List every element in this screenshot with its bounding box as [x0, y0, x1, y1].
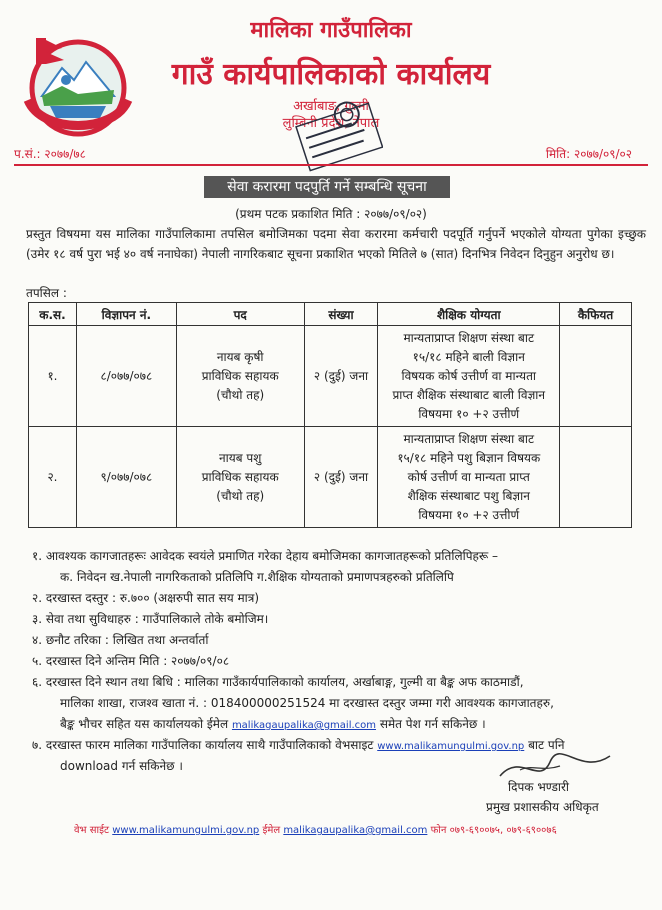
cell-remarks [560, 326, 632, 427]
col-header-post: पद [176, 303, 304, 326]
qual-line: मान्यताप्राप्त शिक्षण संस्था बाट [403, 330, 535, 345]
table-row [29, 326, 632, 427]
signatory-name: दिपक भण्डारी [508, 780, 570, 794]
qual-line: शैक्षिक संस्थाबाट पशु बिज्ञान [407, 488, 530, 503]
letter-date: मिति: २०७७/०९/०२ [545, 147, 632, 161]
col-header-adv: विज्ञापन नं. [76, 303, 176, 326]
post-line: (चौथो तह) [216, 488, 265, 503]
post-line: नायब पशु [219, 450, 262, 465]
cell-adv: ९/०७७/०७८ [76, 427, 176, 528]
footer-email-link[interactable]: malikagaupalika@gmail.com [283, 825, 428, 836]
cell-count: २ (दुई) जना [304, 427, 378, 528]
email-link[interactable]: malikagaupalika@gmail.com [231, 720, 377, 731]
signatory-title: प्रमुख प्रशासकीय अधिकृत [486, 800, 599, 814]
post-line: (चौथो तह) [216, 387, 265, 402]
cell-adv: ८/०७७/०७८ [76, 326, 176, 427]
note-continuation: download गर्न सकिनेछ । [60, 759, 183, 773]
notice-title: सेवा करारमा पदपुर्ति गर्ने सम्बन्धि सूचना [204, 176, 450, 198]
cell-post [176, 326, 304, 427]
col-header-sn: क.स. [29, 303, 77, 326]
reference-number: प.सं.: २०७७/७८ [14, 147, 86, 161]
cell-remarks [560, 427, 632, 528]
header-divider [14, 164, 648, 166]
note-item: १. आवश्यक कागजातहरूः आवेदक स्वयंले प्रमाणित गरेका देहाय बमोजिमका कागजातहरूको प्रतिलिपिहरू – [32, 549, 499, 563]
note-item: २. दरखास्त दस्तुर : रु.७०० (अक्षरुपी सात सय मात्र) [32, 591, 260, 605]
footer-phone: फोन ०७९-६९००७५, ०७९-६९००७६ [427, 825, 557, 836]
qual-line: मान्यताप्राप्त शिक्षण संस्था बाट [403, 431, 535, 446]
cell-sn: २. [29, 427, 77, 528]
note-text: बैङ्क भौचर सहित यस कार्यालयको ईमेल [60, 717, 232, 731]
qual-line: विषयमा १० +२ उत्तीर्ण [418, 507, 520, 522]
footer-web-label: वेभ साईट [74, 825, 113, 836]
qual-line: विषयक कोर्ष उत्तीर्ण वा मान्यता [401, 368, 537, 383]
address-line: अर्खाबाङ, गुल्मी [293, 99, 369, 114]
municipality-name: मालिका गाउँपालिका [250, 18, 412, 43]
note-continuation [32, 714, 652, 735]
note-subitem: क. निवेदन ख.नेपाली नागरिकताको प्रतिलिपि ग.शैक्षिक योग्यताको प्रमाणपत्रहरुको प्रतिलिपि [60, 570, 454, 584]
qual-line: कोर्ष उत्तीर्ण वा मान्यता प्राप्त [407, 469, 530, 484]
cell-qualification [378, 326, 560, 427]
table-row [29, 427, 632, 528]
qual-line: १५/१८ महिने बाली विज्ञान [412, 349, 525, 364]
col-header-count: संख्या [304, 303, 378, 326]
note-item: ६. दरखास्त दिने स्थान तथा बिधि : मालिका गाउँकार्यपालिकाको कार्यालय, अर्खाबाङ्ग, गुल्मी वा बैङ्क अफ काठमाडौं, [32, 675, 524, 689]
cell-sn: १. [29, 326, 77, 427]
col-header-qualification: शैक्षिक योग्यता [378, 303, 560, 326]
vacancy-table [28, 302, 632, 528]
cell-qualification [378, 427, 560, 528]
notes-list [32, 546, 652, 777]
note-continuation: मालिका शाखा, राजश्व खाता नं. : 018400000251524 मा दरखास्त दस्तुर जम्मा गरी आवश्यक कागजातहरु, [60, 696, 554, 710]
col-header-remarks: कैफियत [560, 303, 632, 326]
cell-count: २ (दुई) जना [304, 326, 378, 427]
post-line: प्राविधिक सहायक [201, 469, 279, 484]
website-link[interactable]: www.malikamungulmi.gov.np [377, 741, 525, 752]
footer-contact [74, 822, 557, 836]
footer-website-link[interactable]: www.malikamungulmi.gov.np [112, 825, 260, 836]
note-text: ७. दरखास्त फारम मालिका गाउँपालिका कार्यालय साथै गाउँपालिकाको वेभसाइट [32, 738, 378, 752]
table-header-row [29, 303, 632, 326]
details-label: तपसिल : [26, 286, 67, 300]
intro-paragraph: प्रस्तुत विषयमा यस मालिका गाउँपालिकामा तपसिल बमोजिमका पदमा सेवा करारमा कर्मचारी पदपूर्ति गर्नुपर्ने भएकोले योग्यता पुगेका इच्छुक (उमेर १८ वर्ष पुरा भई ४० वर्ष ननाघेका) नेपाली नागरिकबाट सूचना प्रकाशित भएको मितिले ७ (सात) दिनभित्र निवेदन दिनुहुन अनुरोध छ। [26, 227, 646, 261]
note-item: ३. सेवा तथा सुविधाहरु : गाउँपालिकाले तोके बमोजिम। [32, 612, 269, 626]
notice-subtitle: (प्रथम पटक प्रकाशित मिति : २०७७/०९/०२) [235, 207, 427, 221]
note-text: बाट पनि [524, 738, 565, 752]
note-item: ५. दरखास्त दिने अन्तिम मिति : २०७७/०९/०८ [32, 654, 230, 668]
province-line: लुम्बिनी प्रदेश, नेपाल [282, 116, 380, 131]
post-line: प्राविधिक सहायक [201, 368, 279, 383]
note-item: ४. छनौट तरिका : लिखित तथा अन्तर्वार्ता [32, 633, 209, 647]
qual-line: विषयमा १० +२ उत्तीर्ण [418, 406, 520, 421]
qual-line: प्राप्त शैक्षिक संस्थाबाट बाली विज्ञान [392, 387, 546, 402]
qual-line: १५/१८ महिने पशु बिज्ञान विषयक [397, 450, 541, 465]
post-line: नायब कृषी [216, 349, 264, 364]
note-text: समेत पेश गर्न सकिनेछ । [376, 717, 486, 731]
office-name: गाउँ कार्यपालिकाको कार्यालय [171, 57, 491, 92]
cell-post [176, 427, 304, 528]
footer-email-label: ईमेल [259, 825, 284, 836]
